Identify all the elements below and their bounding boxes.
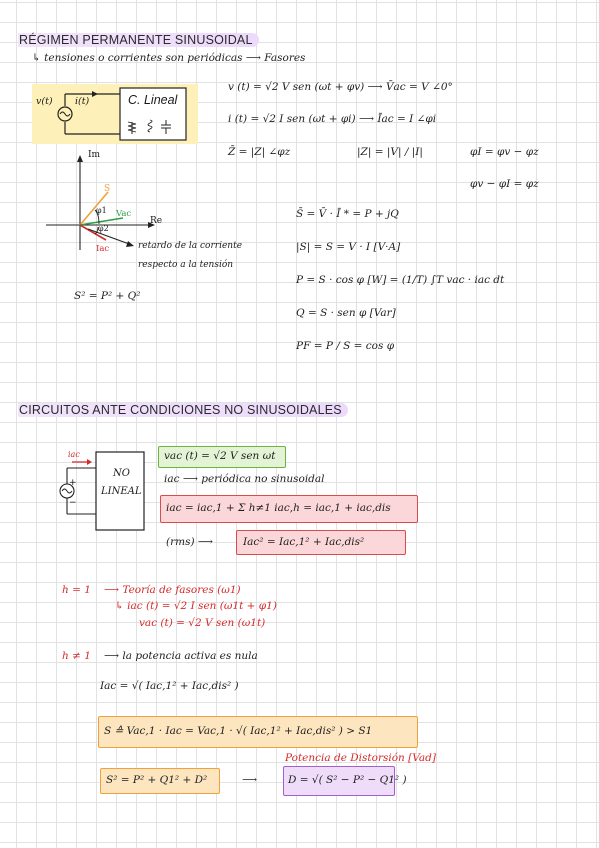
- eq-iac-sqrt: Iac = √( Iac,1² + Iac,dis² ): [100, 680, 239, 692]
- eq-power-factor: PF = P / S = cos φ: [296, 340, 395, 352]
- eq-voltage-phasor: v (t) = √2 V sen (ωt + φv) ⟶ V̄ac = V ∠0°: [228, 81, 453, 93]
- eq-power-triangle: S² = P² + Q²: [74, 290, 141, 302]
- plus-sign: +: [69, 478, 77, 488]
- v-vector-label: Vac: [116, 209, 132, 219]
- h1-current: ↳ iac (t) = √2 I sen (ω1t + φ1): [115, 600, 277, 612]
- phi1-label: φ1: [96, 206, 107, 215]
- eq-s-definition: S ≙ Vac,1 · Iac = Vac,1 · √( Iac,1² + Iac,dis² ) > S1: [104, 725, 373, 737]
- eq-complex-power: S̄ = V̄ · Ī * = P + jQ: [296, 208, 399, 220]
- eq-rms: Iac² = Iac,1² + Iac,dis²: [243, 536, 365, 548]
- eq-iac-sum: iac = iac,1 + Σ h≠1 iac,h = iac,1 + iac,dis: [166, 502, 391, 514]
- hn1-label: h ≠ 1: [62, 650, 91, 662]
- eq-impedance: Z̄ = |Z| ∠φz: [228, 146, 291, 158]
- h1-fasores: ⟶ Teoría de fasores (ω1): [104, 584, 241, 596]
- eq-s2-distortion: S² = P² + Q1² + D²: [106, 774, 208, 786]
- eq-iac-periodic: iac ⟶ periódica no sinusoidal: [164, 473, 325, 485]
- intro-line: ↳ tensiones o corrientes son periódicas ⟶ Fasores: [32, 52, 306, 64]
- eq-reactive-power: Q = S · sen φ [Var]: [296, 307, 396, 319]
- hn1-text: ⟶ la potencia activa es nula: [104, 650, 258, 662]
- axis-re-label: Re: [150, 216, 163, 226]
- iac-arrow-label: iac: [68, 450, 80, 459]
- eq-distortion: D = √( S² − P² − Q1² ): [288, 774, 407, 786]
- distortion-title: Potencia de Distorsión [Vad]: [285, 752, 436, 764]
- eq-apparent-power: |S| = S = V · I [V·A]: [296, 241, 401, 253]
- linear-block-label: C. Lineal: [128, 93, 178, 107]
- nonlinear-block-line2: LINEAL: [101, 486, 142, 497]
- h1-label: h = 1: [62, 584, 91, 596]
- section2-title: CIRCUITOS ANTE CONDICIONES NO SINUSOIDALES: [18, 403, 348, 417]
- source-current-label: i(t): [75, 96, 90, 107]
- eq-current-phasor: i (t) = √2 I sen (ωt + φi) ⟶ Īac = I ∠φi: [228, 113, 437, 125]
- eq-vac: vac (t) = √2 V sen ωt: [164, 450, 276, 462]
- h1-voltage: vac (t) = √2 V sen (ω1t): [139, 617, 266, 629]
- phi2-label: φ2: [98, 224, 109, 233]
- minus-sign: −: [69, 498, 77, 508]
- s-vector-label: S: [104, 184, 111, 194]
- arrow-to-d: ⟶: [242, 774, 258, 786]
- eq-impedance-mag: |Z| = |V| / |I|: [357, 146, 423, 158]
- i-vector-label: Iac: [96, 244, 110, 254]
- axis-im-label: Im: [88, 150, 101, 160]
- delay-note-line2: respecto a la tensión: [138, 260, 234, 270]
- eq-phi-i: φI = φv − φz: [470, 146, 539, 158]
- eq-active-power: P = S · cos φ [W] = (1/T) ∫T vac · iac dt: [296, 274, 505, 286]
- nonlinear-block-line1: NO: [113, 468, 130, 479]
- section1-title: RÉGIMEN PERMANENTE SINUSOIDAL: [18, 33, 259, 47]
- delay-note-line1: retardo de la corriente: [138, 241, 243, 251]
- eq-phi-v: φv − φI = φz: [470, 178, 539, 190]
- source-voltage-label: v(t): [36, 96, 53, 107]
- rms-label: (rms) ⟶: [166, 536, 213, 548]
